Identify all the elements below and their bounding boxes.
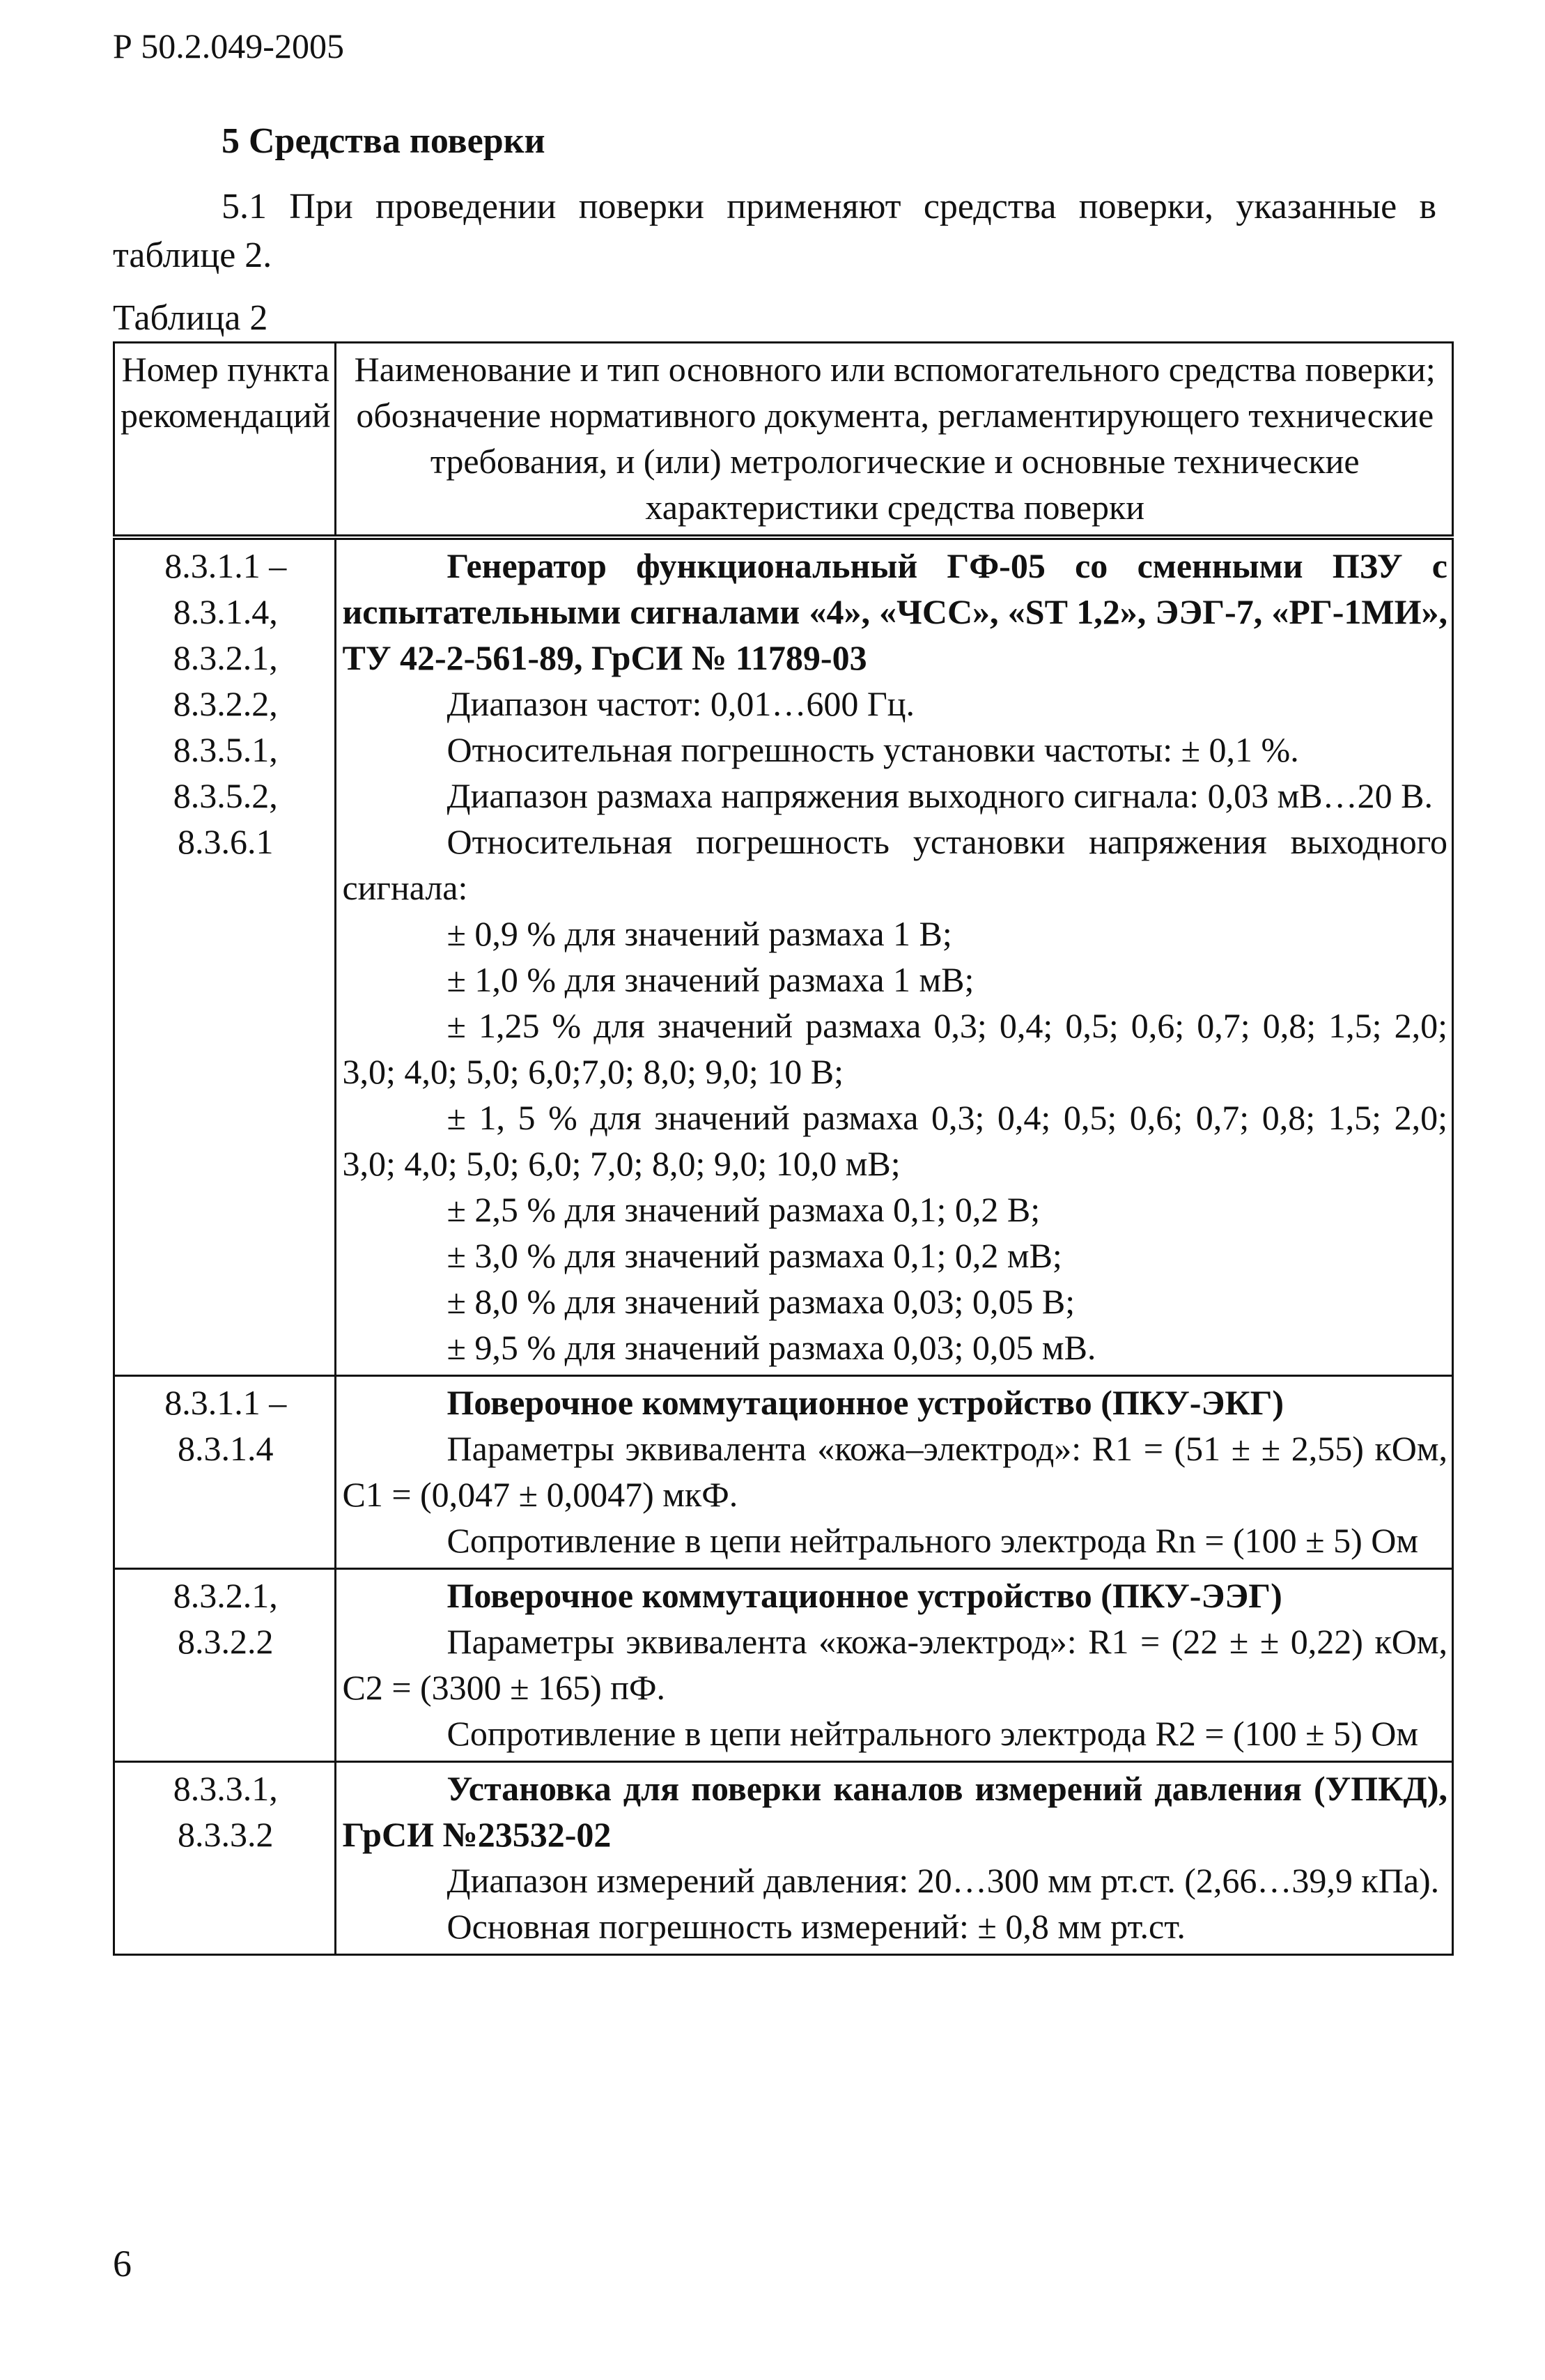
item-number: 8.3.2.1, — [173, 1576, 278, 1615]
item-number: 8.3.1.1 – — [164, 1383, 287, 1422]
characteristic-line: Параметры эквивалента «кожа-электрод»: R1 = (22 ± ± 0,22) кОм, C2 = (3300 ± 165) пФ. — [342, 1622, 1447, 1707]
table-body — [114, 537, 1453, 1955]
table-row — [114, 1762, 1453, 1955]
section-title: 5 Средства поверки — [222, 121, 545, 161]
characteristic-line: Сопротивление в цепи нейтрального электрода Rn = (100 ± 5) Ом — [447, 1521, 1419, 1560]
description-cell — [336, 537, 1453, 1376]
characteristic-line: Основная погрешность измерений: ± 0,8 мм рт.ст. — [447, 1907, 1186, 1946]
item-number: 8.3.6.1 — [177, 822, 274, 861]
characteristic-line: ± 1, 5 % для значений размаха 0,3; 0,4; 0,5; 0,6; 0,7; 0,8; 1,5; 2,0; 3,0; 4,0; 5,0; 6,0; 7,0; 8,0; 9,0; 10,0 мВ; — [342, 1098, 1447, 1183]
verification-tools-table — [113, 341, 1454, 1956]
item-number: 8.3.2.2 — [177, 1622, 274, 1661]
item-number: 8.3.5.1, — [173, 730, 278, 769]
item-number: 8.3.3.2 — [177, 1815, 274, 1854]
instrument-heading: Генератор функциональный ГФ-05 со сменными ПЗУ с испытательными сигналами «4», «ЧСС», «ST 1,2», ЭЭГ-7, «РГ-1МИ», ТУ 42-2-561-89, ГрСИ № 11789-03 — [342, 546, 1447, 677]
item-number-cell — [114, 1762, 336, 1955]
characteristic-line: ± 1,0 % для значений размаха 1 мВ; — [447, 960, 975, 999]
item-number: 8.3.1.4 — [177, 1429, 274, 1468]
characteristic-line: Относительная погрешность установки напряжения выходного сигнала: — [342, 822, 1447, 907]
instrument-heading: Поверочное коммутационное устройство (ПКУ-ЭКГ) — [447, 1383, 1284, 1422]
item-number: 8.3.3.1, — [173, 1769, 278, 1808]
document-code: Р 50.2.049-2005 — [113, 26, 344, 65]
item-number: 8.3.1.1 – — [164, 546, 287, 585]
characteristic-line: ± 2,5 % для значений размаха 0,1; 0,2 В; — [447, 1190, 1041, 1229]
item-number: 8.3.2.1, — [173, 638, 278, 677]
page-number: 6 — [113, 2243, 132, 2285]
item-number-cell — [114, 1376, 336, 1569]
table-row — [114, 1569, 1453, 1762]
item-number-cell — [114, 537, 336, 1376]
characteristic-line: Относительная погрешность установки частоты: ± 0,1 %. — [447, 730, 1299, 769]
description-cell — [336, 1762, 1453, 1955]
characteristic-line: Диапазон измерений давления: 20…300 мм рт.ст. (2,66…39,9 кПа). — [447, 1861, 1440, 1900]
item-number-cell — [114, 1569, 336, 1762]
characteristic-line: ± 8,0 % для значений размаха 0,03; 0,05 В; — [447, 1282, 1076, 1321]
table-row — [114, 537, 1453, 1376]
characteristic-line: Диапазон размаха напряжения выходного сигнала: 0,03 мВ…20 В. — [447, 776, 1433, 815]
characteristic-line: ± 3,0 % для значений размаха 0,1; 0,2 мВ; — [447, 1236, 1062, 1275]
description-cell — [336, 1569, 1453, 1762]
description-cell — [336, 1376, 1453, 1569]
characteristic-line: Параметры эквивалента «кожа–электрод»: R1 = (51 ± ± 2,55) кОм, C1 = (0,047 ± 0,0047) мкФ. — [342, 1429, 1447, 1514]
instrument-heading: Установка для поверки каналов измерений давления (УПКД), ГрСИ №23532-02 — [342, 1769, 1447, 1854]
item-number: 8.3.1.4, — [173, 592, 278, 631]
characteristic-line: ± 0,9 % для значений размаха 1 В; — [447, 914, 952, 953]
table-caption: Таблица 2 — [113, 298, 268, 338]
instrument-heading: Поверочное коммутационное устройство (ПКУ-ЭЭГ) — [447, 1576, 1282, 1615]
item-number: 8.3.5.2, — [173, 776, 278, 815]
intro-paragraph: 5.1 При проведении поверки применяют средства поверки, указанные в таблице 2. — [113, 187, 1436, 275]
characteristic-line: Сопротивление в цепи нейтрального электрода R2 = (100 ± 5) Ом — [447, 1714, 1419, 1753]
characteristic-line: Диапазон частот: 0,01…600 Гц. — [447, 684, 915, 723]
characteristic-line: ± 9,5 % для значений размаха 0,03; 0,05 мВ. — [447, 1328, 1096, 1367]
item-number: 8.3.2.2, — [173, 684, 278, 723]
table-row — [114, 1376, 1453, 1569]
header-cell-description: Наименование и тип основного или вспомогательного средства поверки; обозначение нормативного документа, регламентирующего технические требования, и (или) метрологические и основные технические характеристики средства поверки — [336, 343, 1453, 538]
table-header-row — [114, 343, 1453, 538]
header-cell-item-number: Номер пункта рекомендаций — [114, 343, 336, 538]
characteristic-line: ± 1,25 % для значений размаха 0,3; 0,4; 0,5; 0,6; 0,7; 0,8; 1,5; 2,0; 3,0; 4,0; 5,0; 6,0;7,0; 8,0; 9,0; 10 В; — [342, 1006, 1447, 1091]
